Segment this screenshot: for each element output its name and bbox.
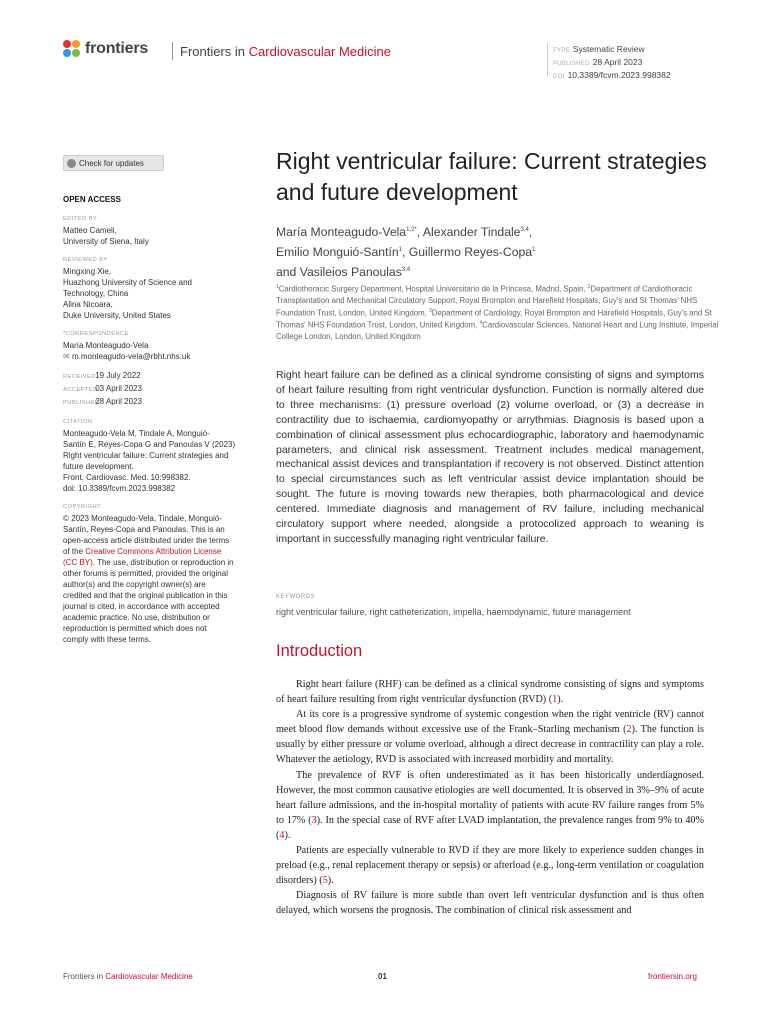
abstract: Right heart failure can be defined as a clinical syndrome consisting of signs and symptoms of heart failure resulting from right ventricular dysfunction. Function is normally altered due to three mechanisms: (1) pressure overload (2) volume overload, or (3) a decrease in contractility due to ischaemia, cardiomyopathy or arrythmias. Diagnosis is based upon a combination of clinical assessment plus echocardiographic, laboratory and haemodynamic parameters, and clinical risk assessment. Treatment includes medical management, mechanical assist devices and transplantation if recovery is not observed. Distinct attention to special circumstances such as left ventricular assist device implantation should be sought. The future is moving towards new therapies, both pharmacological and device centered. Immediate diagnosis and management of RV failure, including mechanical circulatory support where needed, alongside a protocolized approach to weaning is important in successfully managing right ventricular failure. <box>276 369 704 545</box>
keywords-label: KEYWORDS <box>276 594 316 600</box>
meta-type: TYPE Systematic Review <box>553 44 645 54</box>
reference-link[interactable]: 2 <box>626 724 632 736</box>
journal-title: Cardiovascular Medicine <box>248 44 391 59</box>
introduction-body <box>276 677 704 919</box>
check-updates-label: Check for updates <box>79 158 144 168</box>
affiliation: Department of Cardiothoracic Transplantation and Mechanical Circulatory Support, Royal Brompton and Harefield Hospitals, Guy's and St Thomas' NHS Foundation Trust, London, United Kingdom, <box>276 284 698 318</box>
author-affiliation-marker: 1 <box>532 247 536 254</box>
author-affiliation-marker: 3,4 <box>401 267 411 274</box>
body-paragraph: At its core is a progressive syndrome of systemic congestion when the right ventricle (RV) cannot meet blood flow demands without excessive use of the Frank–Starling mechanism (2). The function is usually by either pressure or volume overload, although a direct decrease in contractility can play a role. Whatever the aetiology, RVD is associated with increased morbidity and mortality. <box>276 709 704 766</box>
citation-label: CITATION <box>63 419 93 425</box>
check-updates-icon <box>67 159 76 168</box>
cc-by-license-link[interactable]: Creative Commons Attribution License (CC BY) <box>63 547 222 567</box>
email-icon: ✉ <box>63 352 72 361</box>
date-accepted: ACCEPTED 03 April 2023 <box>63 384 142 393</box>
journal-prefix: Frontiers in <box>180 44 249 59</box>
author-name: Guillermo Reyes-Copa <box>408 245 533 260</box>
meta-divider <box>547 43 548 76</box>
affiliation: Cardiothoracic Surgery Department, Hospital Universitario de la Princesa, Madrid, Spain, <box>278 284 588 294</box>
author-affiliation-marker: 1,2* <box>406 227 417 233</box>
frontiers-logo-icon <box>63 40 81 58</box>
citation: Monteagudo-Vela M, Tindale A, Monguió- Santín E, Reyes-Copa G and Panoulas V (2023) Right ventricular failure: Current strategies and future development. Front. Cardiovasc. Med. 10:998382. doi: 10.3389/fcvm.2023.998382 <box>63 429 236 493</box>
edited-by-label: EDITED BY <box>63 216 98 222</box>
reference-link[interactable]: 5 <box>322 875 328 887</box>
author-name: Emilio Monguió-Santín <box>276 245 399 260</box>
journal-name <box>180 44 391 59</box>
body-paragraph: The prevalence of RVF is often underestimated as it has been historically underdiagnosed. However, the most common causative etiologies are well documented. It is observed in 3%–9% of acute heart failure admissions, and the in-hospital mortality of patients with acute RV failure ranges from 5% to 17% (3). In the special case of RVF after LVAD implantation, the prevalence ranges from 9% to 40% (4). <box>276 769 705 841</box>
correspondence-email[interactable]: ✉ m.monteagudo-vela@rbht.nhs.uk <box>63 352 191 361</box>
footer-site-link[interactable]: frontiersin.org <box>648 972 697 981</box>
date-received: RECEIVED 19 July 2022 <box>63 371 141 380</box>
reviewed-by: Mingxing Xie, Huazhong University of Science and Technology, China Alina Nicoara, Duke University, United States <box>63 267 192 320</box>
affiliation: Cardiovascular Sciences, National Heart and Lung Institute, Imperial College London, London, United Kingdom <box>276 320 719 341</box>
affiliations: $^1$Cardiothoracic Surgery Department, Hospital Universitario de la Princesa, Madrid, Spain, $^2$Department of Cardiothoracic Transplantation and Mechanical Circulatory Support, Royal Brompton and Harefield Hospitals, Guy's and St Thomas' NHS Foundation Trust, London, United Kingdom, $^3$Department of Cardiology, Royal Brompton and Harefield Hospitals, Guy's and St Thomas' NHS Foundation Trust, London, United Kingdom, $^4$Cardiovascular Sciences, National Heart and Lung Institute, Imperial College London, London, United Kingdom <box>276 284 719 341</box>
reviewed-by-label: REVIEWED BY <box>63 257 108 263</box>
article-info-sidebar <box>63 194 263 645</box>
footer-journal: Frontiers in Cardiovascular Medicine <box>63 972 193 981</box>
body-paragraph: Patients are especially vulnerable to RVD if they are more likely to experience sudden changes in preload (e.g., renal replacement therapy or sepsis) or afterload (e.g., long-term ventilation or coagulation disorders) (5). <box>276 845 704 887</box>
reference-link[interactable]: 1 <box>552 694 558 706</box>
check-updates-button[interactable] <box>63 155 164 171</box>
meta-doi: DOI 10.3389/fcvm.2023.998382 <box>553 70 671 80</box>
meta-published: PUBLISHED 28 April 2023 <box>553 57 643 67</box>
reference-link[interactable]: 4 <box>279 829 285 841</box>
copyright-label: COPYRIGHT <box>63 504 102 510</box>
body-paragraph: Diagnosis of RV failure is more subtle than overt left ventricular dysfunction and is thus often delayed, which worsens the prognosis. The combination of clinical risk assessment and <box>276 890 704 917</box>
header-divider <box>172 42 173 60</box>
body-paragraph: Right heart failure (RHF) can be defined as a clinical syndrome consisting of signs and symptoms of heart failure resulting from right ventricular dysfunction (RVD) (1). <box>276 679 704 706</box>
author-name: and Vasileios Panoulas <box>276 265 402 280</box>
author-name: María Monteagudo-Vela <box>276 225 407 240</box>
date-published: PUBLISHED 28 April 2023 <box>63 397 142 406</box>
correspondence-name: María Monteagudo-Vela <box>63 341 149 350</box>
correspondence-label: *CORRESPONDENCE <box>63 331 129 337</box>
copyright-text: © 2023 Monteagudo-Vela, Tindale, Monguió- Santín, Reyes-Copa and Panoulas. This is an open-access article distributed under the terms of the Creative Commons Attribution License (CC BY). The use, distribution or reproduction in other forums is permitted, provided the original author(s) and the copyright owner(s) are credited and that the original publication in this journal is cited, in accordance with accepted academic practice. No use, distribution or reproduction is permitted which does not comply with these terms. <box>63 514 234 644</box>
author-affiliation-marker: 1 <box>398 247 402 254</box>
article-meta <box>553 44 671 83</box>
brand-name: frontiers <box>85 40 149 57</box>
affiliation: Department of Cardiology, Royal Brompton and Harefield Hospitals, Guy's and St Thomas' NHS Foundation Trust, London, United Kingdom, <box>276 308 712 330</box>
section-heading-introduction: Introduction <box>276 642 363 660</box>
article-title: Right ventricular failure: Current strategies and future development <box>276 148 707 205</box>
keywords: right ventricular failure, right catheterization, impella, haemodynamic, future management <box>276 607 631 617</box>
dates-block <box>63 370 263 409</box>
author-name: Alexander Tindale <box>422 225 521 240</box>
reference-link[interactable]: 3 <box>311 814 317 826</box>
page-number: 01 <box>378 972 387 981</box>
frontiers-logo <box>63 40 148 58</box>
edited-by: Matteo Cameli, University of Siena, Italy <box>63 226 149 246</box>
author-affiliation-marker: 3,4 <box>520 227 529 233</box>
author-list: María Monteagudo-Vela$^{1,2*}$, Alexander Tindale$^{3,4}$, Emilio Monguió-Santín$^1$, Guillermo Reyes-Copa$^1$ and Vasileios Panoulas$^{3,4}$ <box>276 225 536 280</box>
open-access-label: OPEN ACCESS <box>63 195 121 204</box>
